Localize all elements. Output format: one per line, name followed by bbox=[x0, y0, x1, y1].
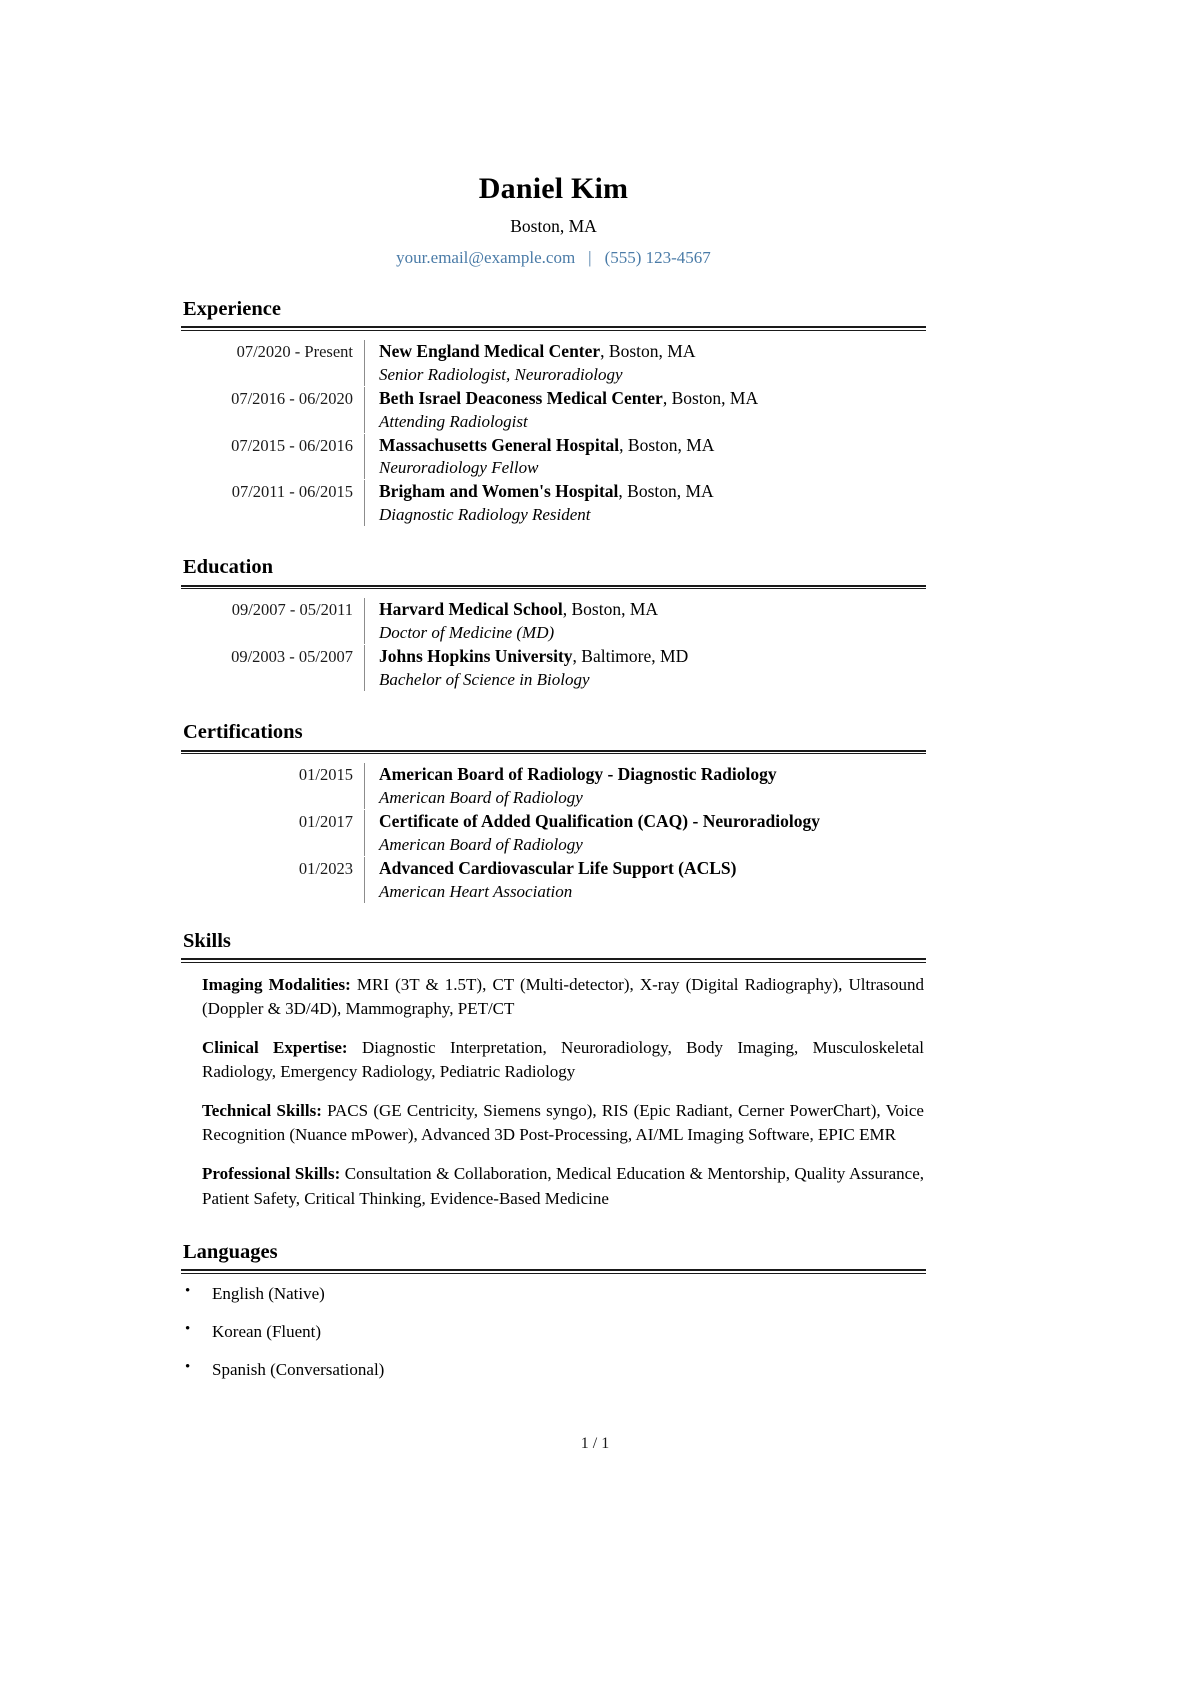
certification-issuer: American Board of Radiology bbox=[379, 787, 583, 807]
list-item: • English (Native) bbox=[181, 1283, 926, 1305]
phone-link[interactable]: (555) 123-4567 bbox=[604, 247, 711, 267]
experience-entry bbox=[181, 387, 926, 433]
languages-list bbox=[181, 1283, 926, 1381]
certification-entry bbox=[181, 810, 926, 856]
entry-date: 07/2016 - 06/2020 bbox=[231, 388, 353, 408]
certification-entry bbox=[181, 763, 926, 809]
entry-date: 09/2003 - 05/2007 bbox=[231, 647, 353, 667]
contact-separator: | bbox=[588, 247, 592, 267]
candidate-location: Boston, MA bbox=[510, 215, 597, 236]
entry-organization: Beth Israel Deaconess Medical Center bbox=[379, 387, 663, 408]
entry-title bbox=[379, 434, 926, 457]
section-skills bbox=[181, 930, 926, 1211]
entry-location: , Boston, MA bbox=[619, 434, 715, 455]
entry-body bbox=[379, 645, 926, 691]
list-item: • Korean (Fluent) bbox=[181, 1321, 926, 1343]
certifications-list bbox=[181, 763, 926, 903]
entry-divider bbox=[364, 480, 365, 526]
resume-content bbox=[181, 0, 926, 1397]
resume-header bbox=[181, 0, 926, 268]
entry-date: 07/2020 - Present bbox=[236, 341, 353, 361]
skill-values: Diagnostic Interpretation, Neuroradiology, Body Imaging, Musculoskeletal Radiology, Emergency Radiology, Pediatric Radiology bbox=[202, 1037, 924, 1082]
skill-values: MRI (3T & 1.5T), CT (Multi-detector), X-ray (Digital Radiography), Ultrasound (Doppler & 3D/4D), Mammography, PET/CT bbox=[202, 974, 925, 1018]
experience-entry bbox=[181, 340, 926, 386]
list-item: • Spanish (Conversational) bbox=[181, 1359, 926, 1381]
skill-group bbox=[202, 973, 926, 1021]
entry-organization: Johns Hopkins University bbox=[379, 646, 573, 667]
section-rule-education bbox=[181, 585, 926, 590]
entry-date: 07/2011 - 06/2015 bbox=[231, 482, 353, 502]
entry-body bbox=[379, 434, 926, 480]
entry-date: 01/2017 bbox=[298, 811, 353, 831]
skill-group bbox=[202, 1099, 926, 1147]
skill-category-label: Technical Skills: bbox=[202, 1101, 322, 1121]
entry-date: 01/2023 bbox=[298, 858, 353, 878]
skill-group bbox=[202, 1036, 926, 1084]
entry-body bbox=[379, 387, 926, 433]
entry-divider bbox=[364, 810, 365, 856]
section-rule-certifications bbox=[181, 750, 926, 755]
skill-group bbox=[202, 1162, 926, 1210]
email-link[interactable]: your.email@example.com bbox=[396, 247, 576, 267]
entry-location: , Boston, MA bbox=[618, 481, 714, 502]
entry-divider bbox=[364, 763, 365, 809]
contact-line bbox=[181, 248, 926, 268]
experience-entry bbox=[181, 434, 926, 480]
section-title-education: Education bbox=[183, 556, 273, 579]
entry-organization: Harvard Medical School bbox=[379, 599, 563, 620]
entry-title bbox=[379, 340, 926, 363]
entry-role: Senior Radiologist, Neuroradiology bbox=[379, 364, 623, 384]
education-entry bbox=[181, 645, 926, 691]
experience-entry bbox=[181, 480, 926, 526]
entry-body bbox=[379, 598, 926, 644]
entry-role: Diagnostic Radiology Resident bbox=[379, 505, 591, 525]
certification-entry bbox=[181, 857, 926, 903]
education-list bbox=[181, 598, 926, 691]
skills-list bbox=[181, 973, 926, 1211]
skill-category-label: Professional Skills: bbox=[202, 1164, 341, 1184]
entry-title bbox=[379, 598, 926, 621]
candidate-name: Daniel Kim bbox=[478, 172, 629, 205]
skill-category-label: Clinical Expertise: bbox=[202, 1037, 348, 1057]
certification-name: American Board of Radiology - Diagnostic Radiology bbox=[379, 764, 777, 785]
entry-divider bbox=[364, 857, 365, 903]
page-footer bbox=[0, 1435, 1190, 1453]
entry-title bbox=[379, 480, 926, 503]
entry-date: 07/2015 - 06/2016 bbox=[231, 435, 353, 455]
certification-issuer: American Heart Association bbox=[379, 881, 573, 901]
entry-date: 09/2007 - 05/2011 bbox=[231, 600, 353, 620]
section-rule-skills bbox=[181, 958, 926, 963]
entry-role: Attending Radiologist bbox=[379, 411, 528, 431]
entry-degree: Doctor of Medicine (MD) bbox=[379, 623, 555, 643]
entry-divider bbox=[364, 645, 365, 691]
experience-list bbox=[181, 340, 926, 526]
entry-divider bbox=[364, 598, 365, 644]
certification-name: Certificate of Added Qualification (CAQ) - Neuroradiology bbox=[379, 810, 821, 831]
entry-date: 01/2015 bbox=[298, 765, 353, 785]
section-education bbox=[181, 556, 926, 691]
section-languages bbox=[181, 1241, 926, 1381]
section-certifications bbox=[181, 721, 926, 903]
entry-divider bbox=[364, 340, 365, 386]
entry-body bbox=[379, 340, 926, 386]
entry-title bbox=[379, 763, 926, 786]
entry-title bbox=[379, 645, 926, 668]
entry-title bbox=[379, 857, 926, 880]
entry-title bbox=[379, 387, 926, 410]
entry-title bbox=[379, 810, 926, 833]
entry-body bbox=[379, 810, 926, 856]
page-indicator: 1 / 1 bbox=[580, 1435, 610, 1452]
certification-issuer: American Board of Radiology bbox=[379, 834, 583, 854]
section-title-languages: Languages bbox=[183, 1240, 278, 1263]
entry-organization: Massachusetts General Hospital bbox=[379, 434, 620, 455]
entry-location: , Baltimore, MD bbox=[572, 646, 689, 667]
entry-location: , Boston, MA bbox=[600, 340, 696, 361]
entry-body bbox=[379, 857, 926, 903]
entry-degree: Bachelor of Science in Biology bbox=[379, 669, 590, 689]
skill-values: Consultation & Collaboration, Medical Education & Mentorship, Quality Assurance, Patient Safety, Critical Thinking, Evidence-Based Medicine bbox=[202, 1164, 925, 1208]
entry-location: , Boston, MA bbox=[562, 599, 659, 620]
section-rule-languages bbox=[181, 1269, 926, 1274]
section-experience bbox=[181, 298, 926, 526]
entry-organization: Brigham and Women's Hospital bbox=[379, 481, 619, 502]
entry-organization: New England Medical Center bbox=[379, 340, 601, 361]
entry-role: Neuroradiology Fellow bbox=[379, 458, 539, 478]
entry-body bbox=[379, 480, 926, 526]
section-title-skills: Skills bbox=[183, 929, 231, 952]
entry-body bbox=[379, 763, 926, 809]
certification-name: Advanced Cardiovascular Life Support (ACLS) bbox=[379, 857, 737, 878]
entry-location: , Boston, MA bbox=[662, 387, 759, 408]
entry-divider bbox=[364, 387, 365, 433]
education-entry bbox=[181, 598, 926, 644]
section-title-experience: Experience bbox=[183, 297, 281, 320]
section-title-certifications: Certifications bbox=[183, 721, 303, 744]
section-rule-experience bbox=[181, 326, 926, 331]
skill-values: PACS (GE Centricity, Siemens syngo), RIS (Epic Radiant, Cerner PowerChart), Voice Recognition (Nuance mPower), Advanced 3D Post-Processing, AI/ML Imaging Software, EPIC EMR bbox=[202, 1101, 924, 1145]
skill-category-label: Imaging Modalities: bbox=[202, 974, 351, 994]
entry-divider bbox=[364, 434, 365, 480]
